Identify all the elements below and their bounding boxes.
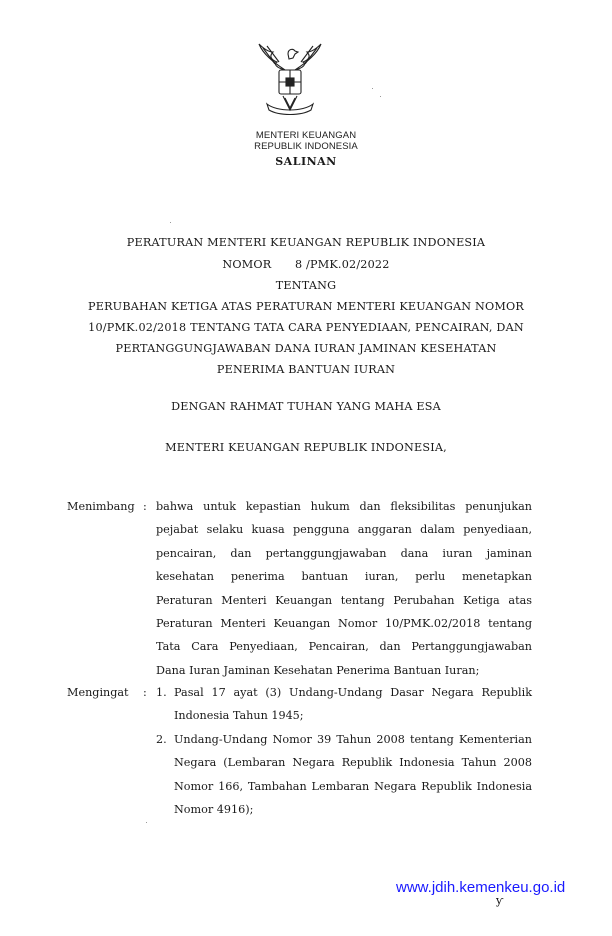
scan-speck: [170, 222, 171, 223]
menimbang-line: kesehatan penerima bantuan iuran, perlu menetapkan: [156, 570, 532, 584]
regulation-title-block: [60, 236, 552, 376]
initial-mark: ƴ: [496, 894, 504, 907]
subject-line-2: 10/PMK.02/2018 TENTANG TATA CARA PENYEDIAAN, PENCAIRAN, DAN: [88, 321, 524, 334]
salinan-stamp: SALINAN: [275, 155, 337, 168]
item-number: 2.: [156, 733, 167, 746]
invocation: DENGAN RAHMAT TUHAN YANG MAHA ESA: [171, 400, 441, 413]
menimbang-line: pejabat selaku kuasa pengguna anggaran dalam penyediaan,: [156, 523, 532, 537]
item-number: 1.: [156, 686, 167, 699]
item-line: Negara (Lembaran Negara Republik Indonesia Tahun 2008: [174, 756, 532, 770]
item-line: Pasal 17 ayat (3) Undang-Undang Dasar Negara Republik: [174, 686, 532, 699]
authority-line: MENTERI KEUANGAN REPUBLIK INDONESIA,: [165, 441, 447, 454]
ministry-line-2: REPUBLIK INDONESIA: [254, 141, 358, 152]
menimbang-line: Peraturan Menteri Keuangan tentang Perubahan Ketiga atas: [156, 593, 532, 607]
item-line: Nomor 166, Tambahan Lembaran Negara Republik Indonesia: [174, 779, 532, 793]
menimbang-line: Dana Iuran Jaminan Kesehatan Penerima Bantuan Iuran;: [156, 663, 480, 677]
mengingat-section: [0, 686, 612, 826]
nomor-value: 8 /PMK.02/2022: [294, 258, 390, 271]
jdih-website-link[interactable]: www.jdih.kemenkeu.go.id: [396, 879, 566, 896]
regulation-title: PERATURAN MENTERI KEUANGAN REPUBLIK INDONESIA: [126, 236, 486, 249]
subject-line-4: PENERIMA BANTUAN IURAN: [216, 363, 396, 376]
menimbang-paragraph: [156, 495, 532, 682]
tentang-heading: TENTANG: [275, 279, 337, 292]
mengingat-colon: :: [143, 686, 147, 699]
menimbang-line: Peraturan Menteri Keuangan Nomor 10/PMK.02/2018 tentang: [156, 617, 532, 631]
subject-line-1: PERUBAHAN KETIGA ATAS PERATURAN MENTERI KEUANGAN NOMOR: [87, 300, 525, 313]
item-line: Nomor 4916);: [174, 803, 254, 817]
item-line: Undang-Undang Nomor 39 Tahun 2008 tentang Kementerian: [174, 733, 532, 746]
item-line: Indonesia Tahun 1945;: [174, 709, 304, 723]
menimbang-label: Menimbang: [67, 500, 135, 513]
garuda-emblem-icon: [255, 40, 325, 120]
menimbang-line: bahwa untuk kepastian hukum dan fleksibilitas penunjukan: [156, 500, 532, 513]
scan-speck: [372, 88, 373, 89]
mengingat-label: Mengingat: [67, 686, 129, 699]
item-text: [174, 681, 532, 728]
ministry-heading: [200, 130, 412, 152]
item-text: [174, 728, 532, 822]
scan-speck: [146, 822, 147, 823]
subject-line-3: PERTANGGUNGJAWABAN DANA IURAN JAMINAN KESEHATAN: [115, 342, 497, 355]
menimbang-section: [0, 500, 612, 690]
ministry-line-1: MENTERI KEUANGAN: [255, 130, 357, 141]
scan-speck: [380, 96, 381, 97]
menimbang-line: pencairan, dan pertanggungjawaban dana iuran jaminan: [156, 546, 532, 560]
menimbang-line: Tata Cara Penyediaan, Pencairan, dan Pertanggungjawaban: [156, 640, 532, 654]
nomor-label: NOMOR: [222, 258, 272, 271]
menimbang-colon: :: [143, 500, 147, 513]
regulation-number: [60, 258, 552, 271]
